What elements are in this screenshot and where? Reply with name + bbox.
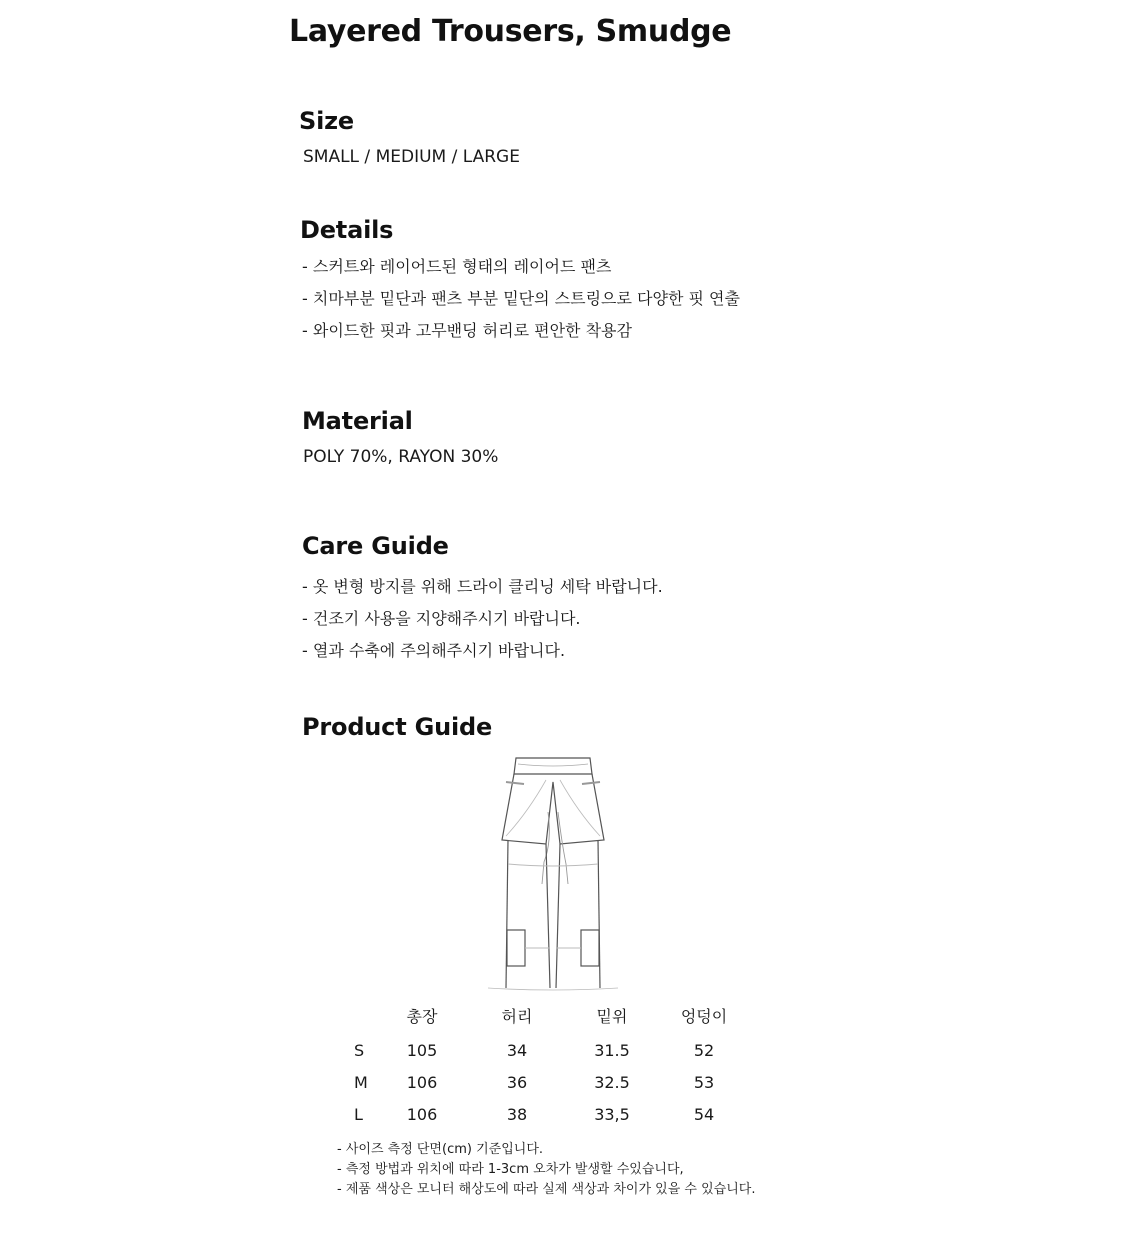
row-label: M (354, 1073, 368, 1092)
note-line: - 측정 방법과 위치에 따라 1-3cm 오차가 발생할 수있습니다, (337, 1162, 684, 1177)
table-cell: 31.5 (594, 1041, 630, 1060)
row-label: L (354, 1105, 363, 1124)
product-guide-heading: Product Guide (302, 713, 493, 741)
material-heading: Material (302, 407, 413, 435)
table-cell: 106 (406, 1073, 438, 1092)
note-line: - 제품 색상은 모니터 해상도에 따라 실제 색상과 차이가 있을 수 있습니다. (337, 1182, 756, 1197)
column-header: 엉덩이 (680, 1007, 728, 1026)
table-cell: 53 (693, 1073, 715, 1092)
care-line: - 옷 변형 방지를 위해 드라이 클리닝 세탁 바랍니다. (302, 577, 663, 596)
material-value: POLY 70%, RAYON 30% (303, 447, 499, 467)
details-line: - 스커트와 레이어드된 형태의 레이어드 팬츠 (302, 257, 612, 276)
table-cell: 54 (693, 1105, 715, 1124)
page-title: Layered Trousers, Smudge (289, 14, 732, 49)
table-cell: 34 (506, 1041, 528, 1060)
column-header: 총장 (406, 1007, 438, 1026)
care-line: - 건조기 사용을 지양해주시기 바랍니다. (302, 609, 581, 628)
details-line: - 와이드한 핏과 고무밴딩 허리로 편안한 착용감 (302, 321, 632, 340)
table-cell: 106 (406, 1105, 438, 1124)
trousers-flat-sketch-icon (478, 752, 628, 996)
table-cell: 32.5 (594, 1073, 630, 1092)
row-label: S (354, 1041, 365, 1060)
table-cell: 36 (506, 1073, 528, 1092)
column-header: 허리 (501, 1007, 533, 1026)
table-cell: 33,5 (594, 1105, 630, 1124)
note-line: - 사이즈 측정 단면(cm) 기준입니다. (337, 1142, 544, 1157)
care-line: - 열과 수축에 주의해주시기 바랍니다. (302, 641, 566, 660)
size-heading: Size (299, 107, 354, 135)
size-notes (337, 1140, 755, 1200)
table-cell: 52 (693, 1041, 715, 1060)
table-cell: 38 (506, 1105, 528, 1124)
table-cell: 105 (406, 1041, 438, 1060)
care-guide-heading: Care Guide (302, 532, 449, 560)
size-value: SMALL / MEDIUM / LARGE (303, 147, 520, 167)
details-heading: Details (300, 216, 394, 244)
column-header: 밑위 (596, 1007, 628, 1026)
details-line: - 치마부분 밑단과 팬츠 부분 밑단의 스트링으로 다양한 핏 연출 (302, 289, 740, 308)
